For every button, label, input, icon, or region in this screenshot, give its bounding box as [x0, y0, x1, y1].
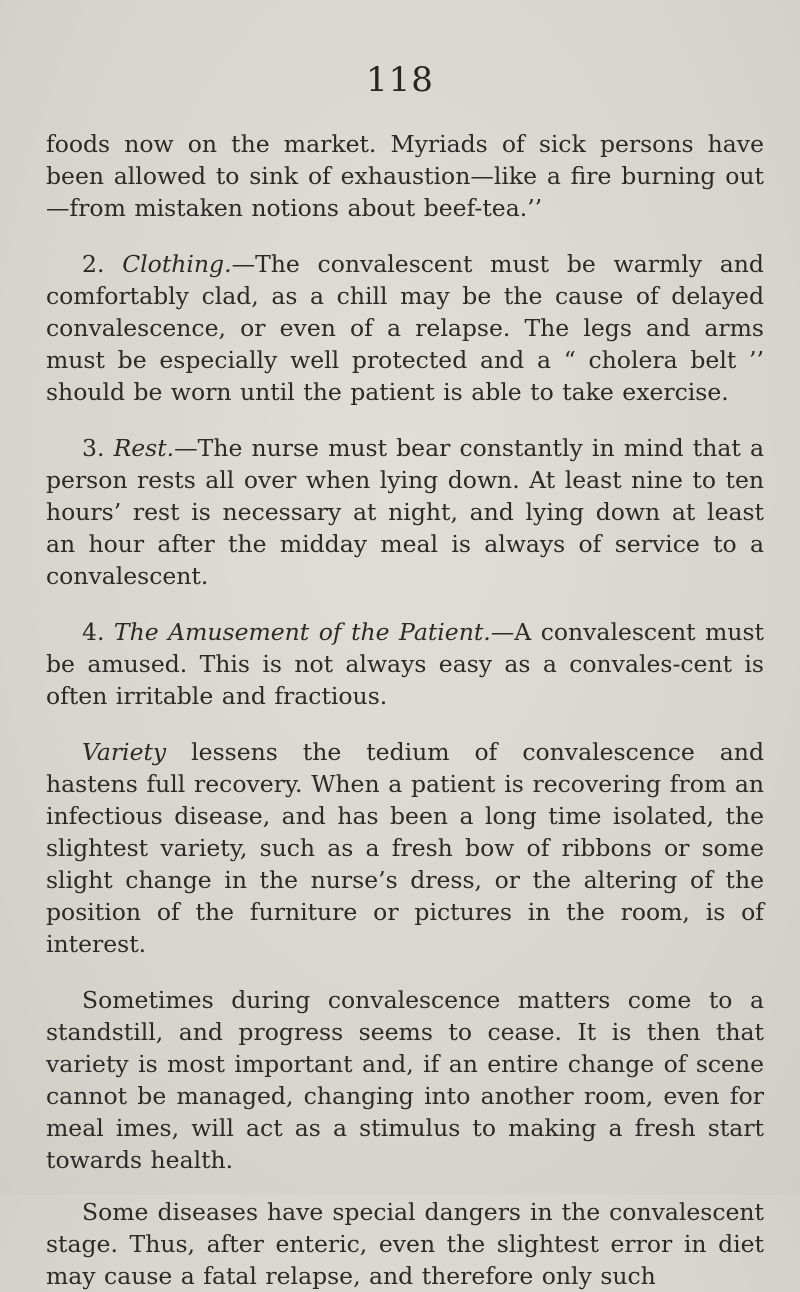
paragraph-text: foods now on the market. Myriads of sick persons have been allowed to sink of exhaustion—like a fire burning out—from mistaken notions about beef-tea.’’ — [46, 130, 764, 222]
section-heading: Clothing. — [122, 250, 232, 278]
section-number: 2. — [82, 250, 105, 278]
page-number: 118 — [366, 60, 434, 100]
paragraph-text: —The convalescent must be warmly and comfortably clad, as a chill may be the cause of delayed convalescence, or even of a relapse. The legs and arms must be especially well protected and a “ cholera belt ’’ should be worn until the patient is able to take exercise. — [46, 250, 764, 406]
section-number: 4. — [82, 618, 105, 646]
section-number: 3. — [82, 434, 105, 462]
paragraph-amusement — [46, 616, 764, 712]
paragraph-sometimes — [46, 984, 764, 1176]
paragraph-text: —A convalescent must be amused. This is not always easy as a convales-cent is often irritable and fractious. — [46, 618, 764, 710]
paragraph-diseases — [46, 1196, 764, 1292]
paragraph-rest — [46, 432, 764, 592]
paragraph-text: Some diseases have special dangers in the convalescent stage. Thus, after enteric, even the slightest error in diet may cause a fatal relapse, and therefore only such — [46, 1198, 764, 1290]
paragraph-text: Sometimes during convalescence matters come to a standstill, and progress seems to cease. It is then that variety is most important and, if an entire change of scene cannot be managed, changing into another room, even for meal imes, will act as a stimulus to making a fresh start towards health. — [46, 986, 764, 1174]
paragraph-continuation — [46, 128, 764, 224]
body-text — [46, 128, 764, 1292]
paragraph-variety — [46, 736, 764, 960]
section-heading: Rest. — [113, 434, 175, 462]
paragraph-text: —The nurse must bear constantly in mind that a person rests all over when lying down. At least nine to ten hours’ rest is necessary at night, and lying down at least an hour after the midday meal is always of service to a convalescent. — [46, 434, 764, 590]
section-heading: The Amusement of the Patient. — [113, 618, 491, 646]
paragraph-text: lessens the tedium of convalescence and hastens full recovery. When a patient is recovering from an infectious disease, and has been a long time isolated, the slightest variety, such as a fresh bow of ribbons or some slight change in the nurse’s dress, or the altering of the position of the furniture or pictures in the room, is of interest. — [46, 738, 764, 958]
paragraph-lead-word: Variety — [82, 738, 167, 766]
paragraph-clothing — [46, 248, 764, 408]
